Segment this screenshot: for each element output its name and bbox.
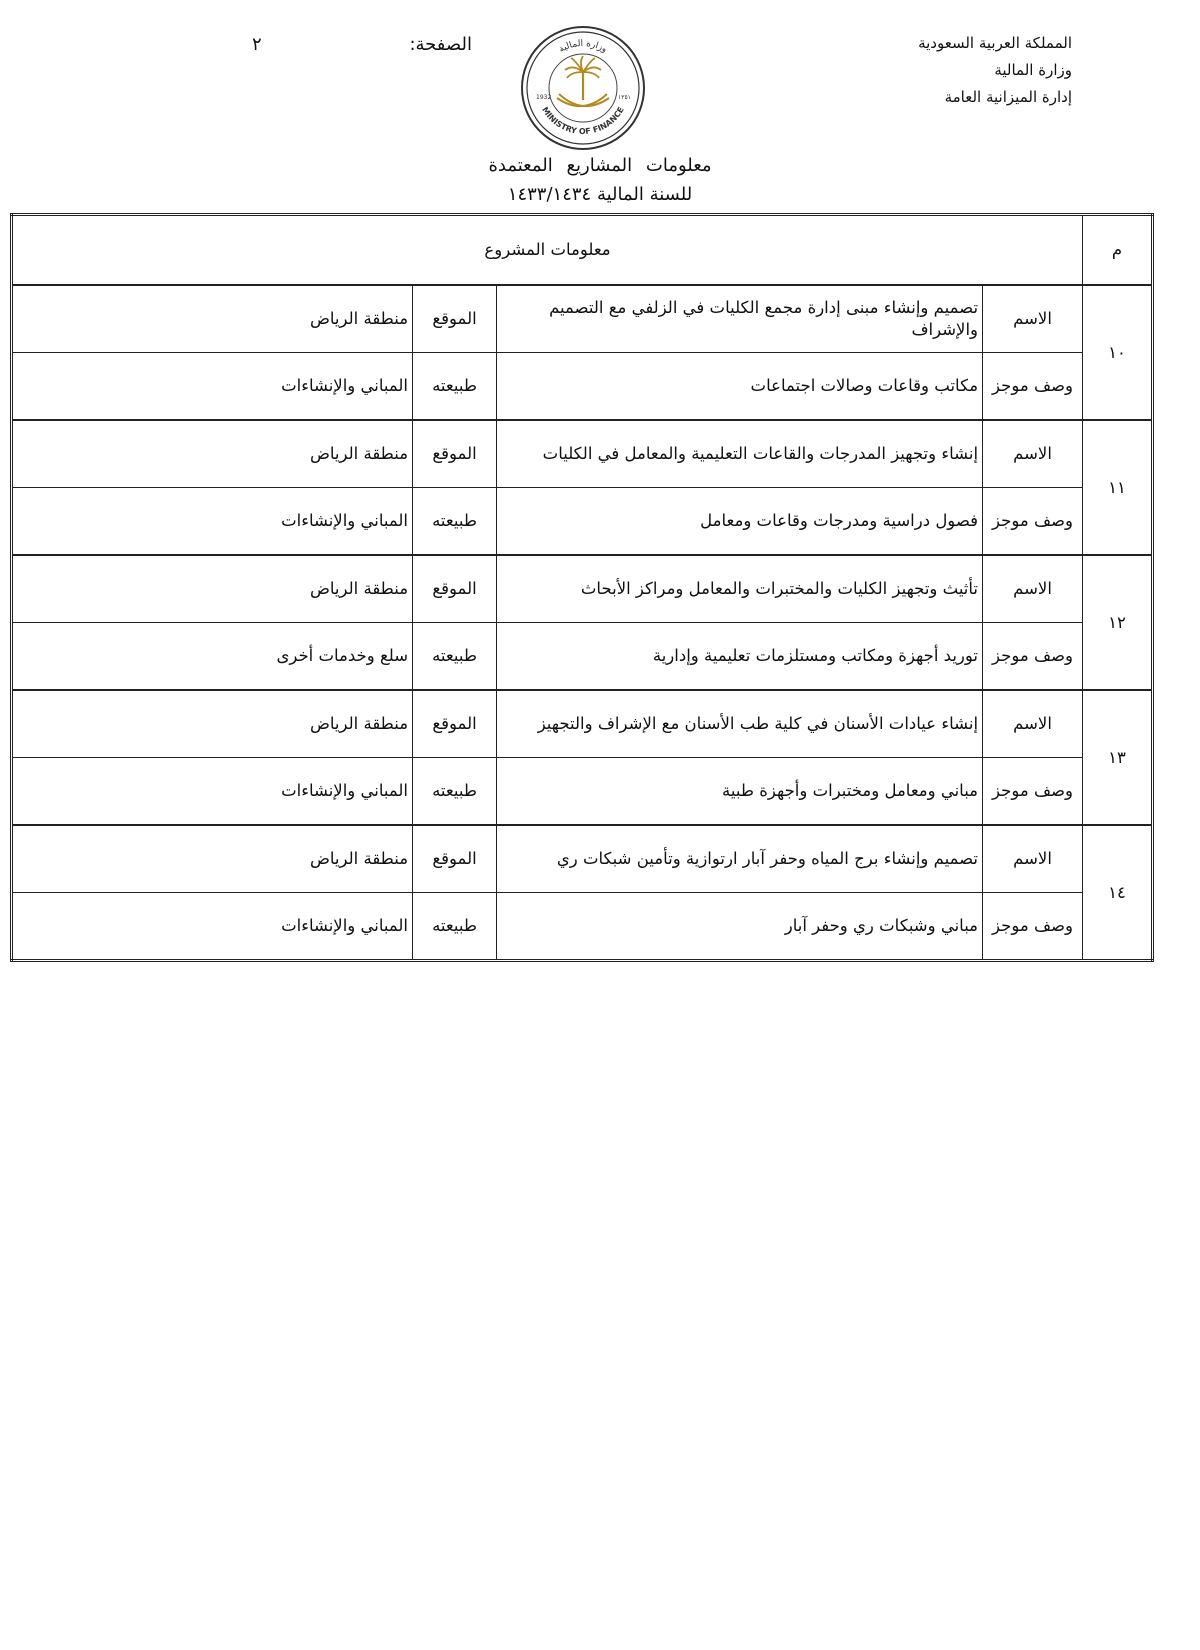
table-row (12, 893, 1153, 961)
project-index: ١١ (1083, 420, 1153, 555)
type-label: طبيعته (413, 758, 497, 826)
description-label: وصف موجز (983, 758, 1083, 826)
type-label: طبيعته (413, 623, 497, 691)
palm-swords-emblem (557, 56, 609, 106)
project-location: منطقة الرياض (12, 555, 413, 623)
project-type: المباني والإنشاءات (12, 488, 413, 556)
project-type: المباني والإنشاءات (12, 353, 413, 421)
seal-year-right: ١٣٥١ (618, 94, 631, 101)
project-description: فصول دراسية ومدرجات وقاعات ومعامل (497, 488, 983, 556)
location-label: الموقع (413, 690, 497, 758)
page-label: الصفحة: (409, 34, 472, 55)
project-location: منطقة الرياض (12, 690, 413, 758)
projects-table (10, 213, 1154, 962)
name-label: الاسم (983, 825, 1083, 893)
project-description: مباني ومعامل ومختبرات وأجهزة طبية (497, 758, 983, 826)
table-row (12, 623, 1153, 691)
table-header-row (12, 215, 1153, 286)
project-name: تصميم وإنشاء برج المياه وحفر آبار ارتوازية وتأمين شبكات ري (497, 825, 983, 893)
seal-arabic-text: وزارة المالية (557, 38, 609, 55)
table-row (12, 555, 1153, 623)
description-label: وصف موجز (983, 623, 1083, 691)
table-row (12, 488, 1153, 556)
table-row (12, 353, 1153, 421)
page-number: ٢ (252, 34, 262, 55)
org-line-ministry: وزارة المالية (994, 61, 1072, 79)
type-label: طبيعته (413, 893, 497, 961)
project-type: سلع وخدمات أخرى (12, 623, 413, 691)
project-index: ١٢ (1083, 555, 1153, 690)
project-description: توريد أجهزة ومكاتب ومستلزمات تعليمية وإدارية (497, 623, 983, 691)
ministry-of-finance-seal-icon (519, 24, 647, 152)
table-row (12, 285, 1153, 353)
name-label: الاسم (983, 420, 1083, 488)
page-subtitle: للسنة المالية ١٤٣٣/١٤٣٤ (507, 184, 693, 205)
project-index: ١٠ (1083, 285, 1153, 420)
location-label: الموقع (413, 420, 497, 488)
project-description: مباني وشبكات ري وحفر آبار (497, 893, 983, 961)
org-header (918, 30, 1072, 111)
project-name: تأثيث وتجهيز الكليات والمختبرات والمعامل ومراكز الأبحاث (497, 555, 983, 623)
location-label: الموقع (413, 285, 497, 353)
name-label: الاسم (983, 555, 1083, 623)
project-name: تصميم وإنشاء مبنى إدارة مجمع الكليات في الزلفي مع التصميم والإشراف (497, 285, 983, 353)
type-label: طبيعته (413, 353, 497, 421)
table-row (12, 825, 1153, 893)
table-row (12, 758, 1153, 826)
org-line-kingdom: المملكة العربية السعودية (918, 34, 1072, 52)
index-column-header: م (1083, 215, 1153, 286)
project-name: إنشاء عيادات الأسنان في كلية طب الأسنان مع الإشراف والتجهيز (497, 690, 983, 758)
type-label: طبيعته (413, 488, 497, 556)
name-label: الاسم (983, 285, 1083, 353)
name-label: الاسم (983, 690, 1083, 758)
project-index: ١٣ (1083, 690, 1153, 825)
description-label: وصف موجز (983, 893, 1083, 961)
svg-text:MINISTRY OF FINANCE (540, 105, 625, 136)
page-title: معلومات المشاريع المعتمدة (488, 155, 712, 176)
location-label: الموقع (413, 555, 497, 623)
location-label: الموقع (413, 825, 497, 893)
project-location: منطقة الرياض (12, 825, 413, 893)
seal-english-text: MINISTRY OF FINANCE (540, 105, 626, 137)
seal-year-left: 1932 (536, 94, 552, 101)
svg-text:وزارة المالية (557, 39, 608, 55)
info-column-header: معلومات المشروع (12, 215, 1083, 286)
project-type: المباني والإنشاءات (12, 758, 413, 826)
description-label: وصف موجز (983, 353, 1083, 421)
project-description: مكاتب وقاعات وصالات اجتماعات (497, 353, 983, 421)
table-row (12, 690, 1153, 758)
description-label: وصف موجز (983, 488, 1083, 556)
org-line-department: إدارة الميزانية العامة (944, 88, 1072, 106)
project-location: منطقة الرياض (12, 285, 413, 353)
table-row (12, 420, 1153, 488)
project-index: ١٤ (1083, 825, 1153, 961)
project-location: منطقة الرياض (12, 420, 413, 488)
project-name: إنشاء وتجهيز المدرجات والقاعات التعليمية والمعامل في الكليات (497, 420, 983, 488)
project-type: المباني والإنشاءات (12, 893, 413, 961)
